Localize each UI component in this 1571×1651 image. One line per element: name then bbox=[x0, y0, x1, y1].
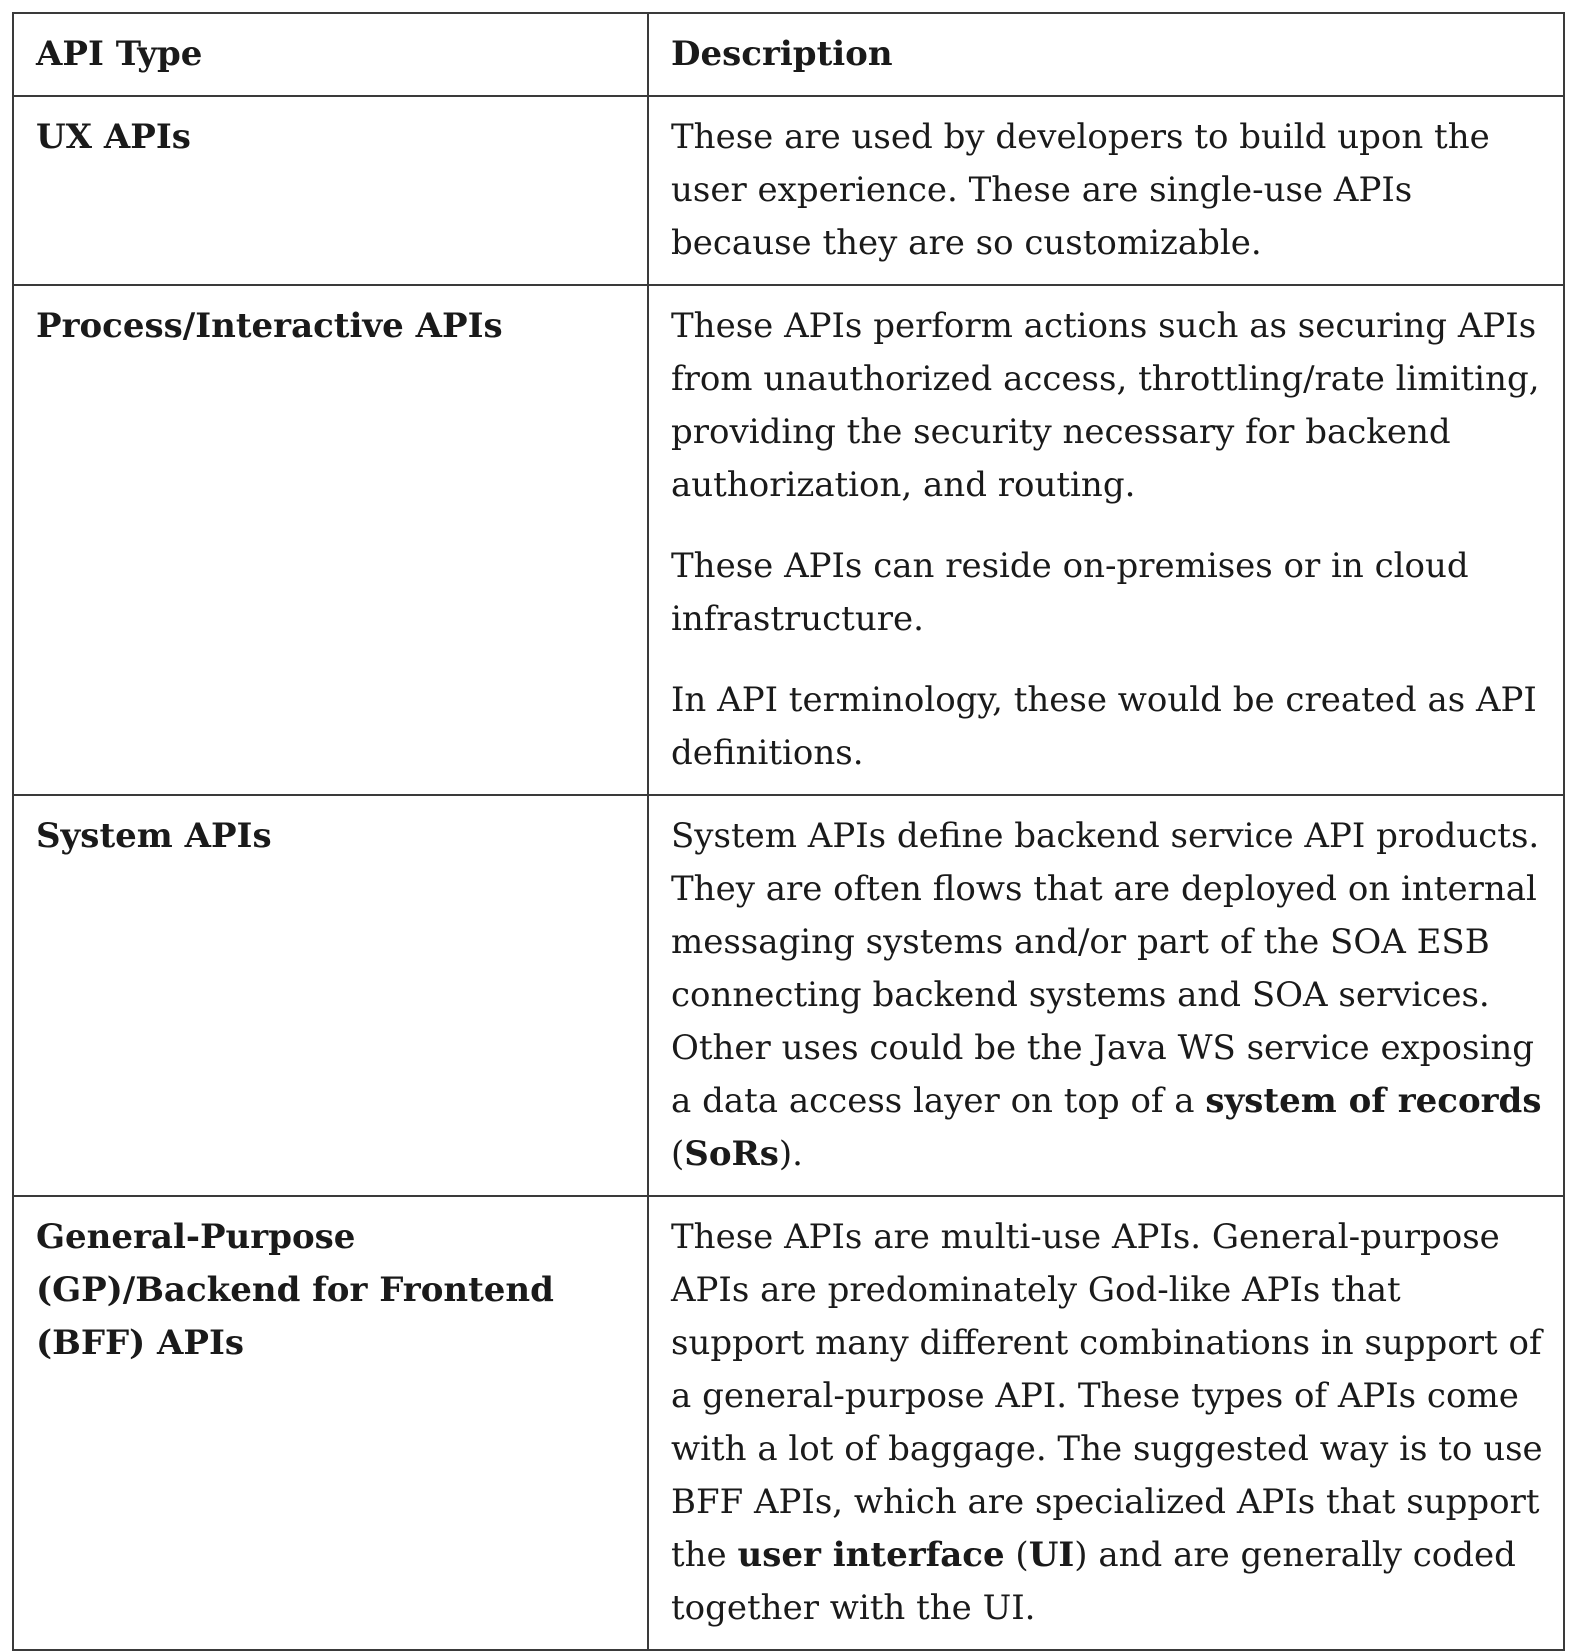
description-text: ( bbox=[671, 1134, 685, 1174]
bold-abbreviation: UI bbox=[1028, 1535, 1075, 1575]
description-cell bbox=[648, 285, 1564, 795]
description-text: System APIs define backend service API products. They are often flows that are deployed on internal messaging systems and/or part of the SOA ESB connecting backend systems and SOA services. Other uses could be the Java WS service exposing a data access layer on top of a bbox=[671, 816, 1540, 1121]
table-body bbox=[13, 96, 1564, 1650]
description-paragraph bbox=[671, 810, 1543, 1181]
description-paragraph bbox=[671, 300, 1543, 512]
table-header bbox=[13, 13, 1564, 96]
table-row bbox=[13, 1196, 1564, 1650]
bold-term: system of records bbox=[1205, 1081, 1542, 1121]
api-type-cell: General-Purpose (GP)/Backend for Frontend (BFF) APIs bbox=[13, 1196, 648, 1650]
description-text: These APIs perform actions such as securing APIs from unauthorized access, throttling/rate limiting, providing the security necessary for backend authorization, and routing. bbox=[671, 306, 1540, 505]
description-cell bbox=[648, 96, 1564, 285]
header-row bbox=[13, 13, 1564, 96]
description-text: These APIs are multi-use APIs. General-purpose APIs are predominately God-like APIs that support many different combinations in support of a general-purpose API. These types of APIs come with a lot of baggage. The suggested way is to use BFF APIs, which are specialized APIs that support the bbox=[671, 1217, 1543, 1575]
description-paragraph bbox=[671, 1211, 1543, 1635]
bold-abbreviation: SoRs bbox=[684, 1134, 779, 1174]
api-type-cell: UX APIs bbox=[13, 96, 648, 285]
description-text: ( bbox=[1004, 1535, 1029, 1575]
description-text: ) and are generally coded together with the UI. bbox=[671, 1535, 1516, 1628]
header-description: Description bbox=[648, 13, 1564, 96]
table-row bbox=[13, 795, 1564, 1196]
bold-term: user interface bbox=[737, 1535, 1005, 1575]
description-paragraph bbox=[671, 540, 1543, 646]
description-text: In API terminology, these would be created as API definitions. bbox=[671, 680, 1537, 773]
header-api-type: API Type bbox=[13, 13, 648, 96]
description-text: These are used by developers to build upon the user experience. These are single-use APIs because they are so customizable. bbox=[671, 117, 1490, 263]
description-cell bbox=[648, 795, 1564, 1196]
api-types-table bbox=[12, 12, 1565, 1651]
description-text: These APIs can reside on-premises or in cloud infrastructure. bbox=[671, 546, 1469, 639]
description-text: ). bbox=[778, 1134, 803, 1174]
description-paragraph bbox=[671, 674, 1543, 780]
description-cell bbox=[648, 1196, 1564, 1650]
api-type-cell: Process/Interactive APIs bbox=[13, 285, 648, 795]
table-row bbox=[13, 96, 1564, 285]
api-type-cell: System APIs bbox=[13, 795, 648, 1196]
description-paragraph bbox=[671, 111, 1543, 270]
table-row bbox=[13, 285, 1564, 795]
